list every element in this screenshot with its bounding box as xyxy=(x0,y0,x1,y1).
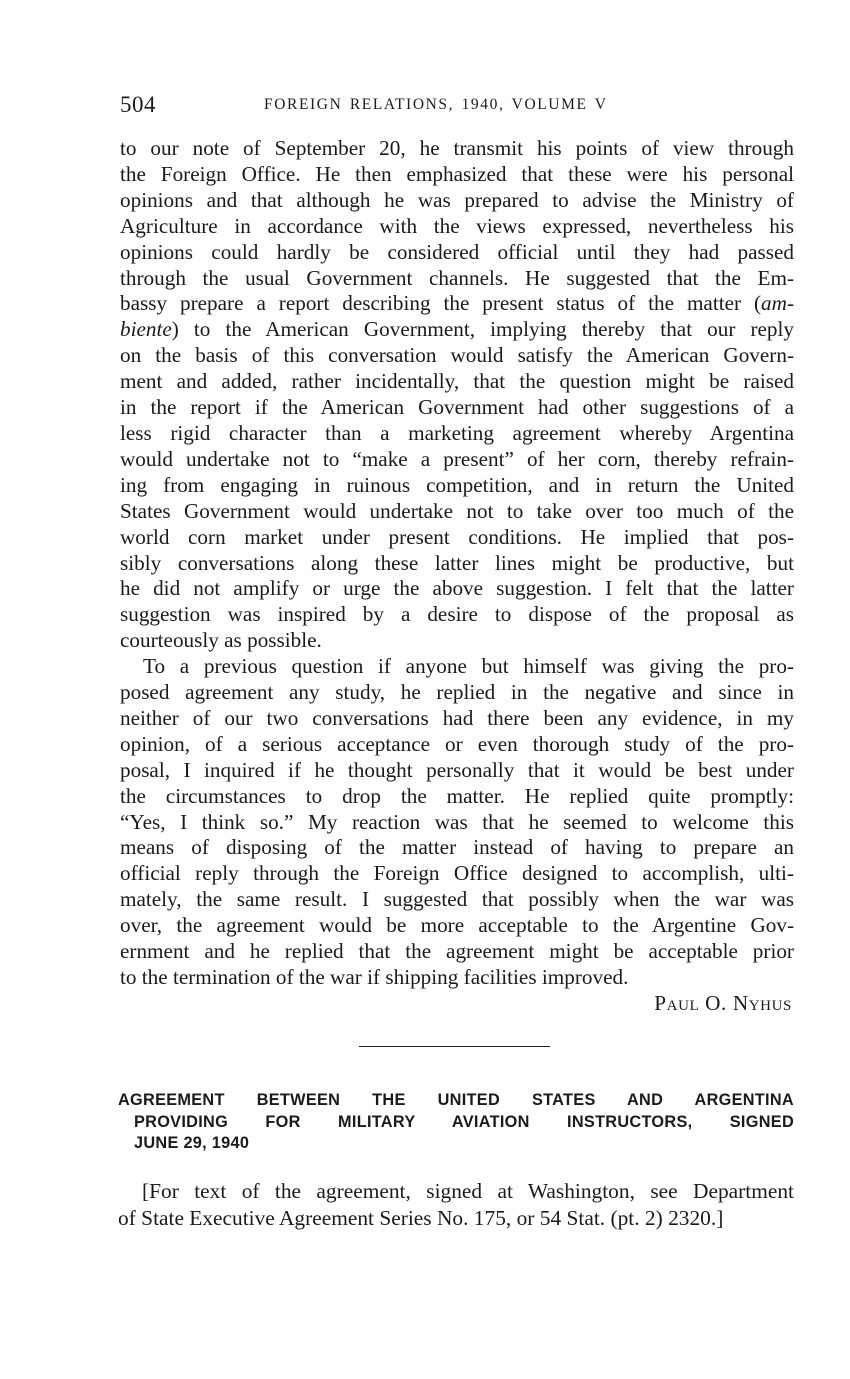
text-line: means of disposing of the matter instead of having to prepare an xyxy=(120,835,794,860)
text-line: bassy prepare a report describing the present status of the matter (am- xyxy=(120,291,794,316)
text-line: mately, the same result. I suggested that possibly when the war was xyxy=(120,887,794,912)
text-line: over, the agreement would be more acceptable to the Argentine Gov- xyxy=(120,913,794,938)
text-line: “Yes, I think so.” My reaction was that he seemed to welcome this xyxy=(120,809,794,834)
text-line: ing from engaging in ruinous competition, and in return the United xyxy=(120,472,794,497)
text-line: the circumstances to drop the matter. He replied quite promptly: xyxy=(120,783,794,808)
section-divider xyxy=(359,1046,550,1047)
text-line: opinions and that although he was prepared to advise the Ministry of xyxy=(120,187,794,212)
text-line: to our note of September 20, he transmit his points of view through xyxy=(120,136,794,160)
text-line: through the usual Government channels. He suggested that the Em- xyxy=(120,265,794,290)
note-line: [For text of the agreement, signed at Washington, see Department xyxy=(142,1179,794,1203)
signature: Paul O. Nyhus xyxy=(654,990,792,1015)
running-title: FOREIGN RELATIONS, 1940, VOLUME V xyxy=(264,96,608,113)
paragraph-2 xyxy=(120,654,794,991)
text-line: neither of our two conversations had there been any evidence, in my xyxy=(120,705,794,730)
text-line: courteously as possible. xyxy=(120,628,322,653)
page-number: 504 xyxy=(120,92,156,117)
text-line: he did not amplify or urge the above suggestion. I felt that the latter xyxy=(120,576,794,601)
heading-line: AGREEMENT BETWEEN THE UNITED STATES AND ARGENTINA xyxy=(118,1091,794,1109)
text-line: suggestion was inspired by a desire to dispose of the proposal as xyxy=(120,602,794,627)
text-line: world corn market under present conditions. He implied that pos- xyxy=(120,524,794,549)
text-line: less rigid character than a marketing agreement whereby Argentina xyxy=(120,420,794,445)
text-line: ment and added, rather incidentally, that the question might be raised xyxy=(120,369,794,394)
text-line: ernment and he replied that the agreement might be acceptable prior xyxy=(120,939,794,964)
text-line: Agriculture in accordance with the views expressed, nevertheless his xyxy=(120,213,794,238)
text-line: the Foreign Office. He then emphasized that these were his personal xyxy=(120,161,794,186)
editorial-note xyxy=(118,1178,794,1232)
text-line: official reply through the Foreign Office designed to accomplish, ulti- xyxy=(120,861,794,886)
text-line: would undertake not to “make a present” of her corn, thereby refrain- xyxy=(120,446,794,471)
text-line: posed agreement any study, he replied in the negative and since in xyxy=(120,680,794,705)
text-line: opinion, of a serious acceptance or even thorough study of the pro- xyxy=(120,731,794,756)
text-line: posal, I inquired if he thought personally that it would be best under xyxy=(120,757,794,782)
heading-line: JUNE 29, 1940 xyxy=(134,1134,250,1152)
heading-line: PROVIDING FOR MILITARY AVIATION INSTRUCTORS, SIGNED xyxy=(134,1112,794,1131)
text-line: sibly conversations along these latter lines might be productive, but xyxy=(120,550,794,575)
note-line: of State Executive Agreement Series No. 175, or 54 Stat. (pt. 2) 2320.] xyxy=(118,1206,724,1230)
text-line: To a previous question if anyone but himself was giving the pro- xyxy=(143,654,794,679)
body-text xyxy=(120,136,794,1017)
paragraph-1 xyxy=(120,136,794,654)
text-line: opinions could hardly be considered official until they had passed xyxy=(120,239,794,264)
section-heading xyxy=(118,1090,794,1155)
text-line: to the termination of the war if shipping facilities improved. xyxy=(120,965,629,989)
text-line: on the basis of this conversation would satisfy the American Govern- xyxy=(120,343,794,368)
text-line: States Government would undertake not to take over too much of the xyxy=(120,498,794,523)
text-line: in the report if the American Government had other suggestions of a xyxy=(120,395,794,420)
text-line: biente) to the American Government, implying thereby that our reply xyxy=(120,317,794,342)
running-head xyxy=(120,92,795,122)
